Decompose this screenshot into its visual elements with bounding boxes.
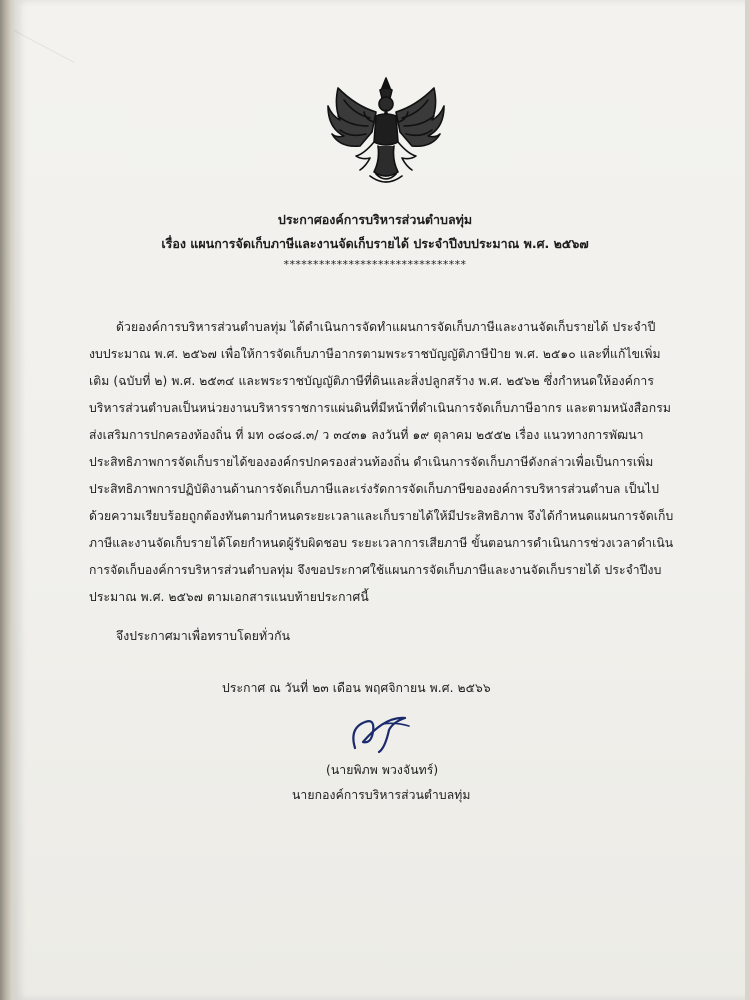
body-line: ประมาณ พ.ศ. ๒๕๖๗ ตามเอกสารแนบท้ายประกาศนี้ — [89, 590, 369, 604]
paper-fold — [14, 0, 74, 63]
garuda-emblem-icon — [326, 76, 446, 184]
signature-icon — [345, 708, 417, 758]
body-line: ส่งเสริมการปกครองท้องถิ่น ที่ มท ๐๘๐๘.๓/ ว ๓๔๓๑ ลงวันที่ ๑๙ ตุลาคม ๒๕๕๒ เรื่อง แนวทางการพัฒนา — [89, 428, 644, 442]
announcement-title: ประกาศองค์การบริหารส่วนตำบลทุ่ม — [277, 212, 473, 227]
body-line: ภาษีและงานจัดเก็บรายได้โดยกำหนดผู้รับผิดชอบ ระยะเวลาการเสียภาษี ขั้นตอนการดำเนินการช่วงเวลาดำเนิน — [89, 536, 674, 550]
body-line: ประสิทธิภาพการปฏิบัติงานด้านการจัดเก็บภาษีและเร่งรัดการจัดเก็บภาษีขององค์การบริหารส่วนตำบล เป็นไป — [89, 482, 660, 496]
body-line: ด้วยองค์การบริหารส่วนตำบลทุ่ม ได้ดำเนินการจัดทำแผนการจัดเก็บภาษีและงานจัดเก็บรายได้ ประจำปี — [116, 320, 656, 334]
date-line: ประกาศ ณ วันที่ ๒๓ เดือน พฤศจิกายน พ.ศ. ๒๕๖๖ — [222, 681, 491, 695]
signer-name: (นายพิภพ พวงจันทร์) — [326, 763, 439, 777]
body-line: ประสิทธิภาพการจัดเก็บรายได้ขององค์กรปกครองส่วนท้องถิ่น ดำเนินการจัดเก็บภาษีดังกล่าวเพื่อเป็นการเพิ่ม — [89, 455, 654, 469]
body-line: ด้วยความเรียบร้อยถูกต้องทันตามกำหนดระยะเวลาและเก็บรายได้ให้มีประสิทธิภาพ จึงได้กำหนดแผนการจัดเก็บ — [89, 509, 674, 523]
body-line: การจัดเก็บองค์การบริหารส่วนตำบลทุ่ม จึงขอประกาศใช้แผนการจัดเก็บภาษีและงานจัดเก็บรายได้ ประจำปีงบ — [89, 563, 662, 577]
body-line: งบประมาณ พ.ศ. ๒๕๖๗ เพื่อให้การจัดเก็บภาษีอากรตามพระราชบัญญัติภาษีป้าย พ.ศ. ๒๕๑๐ และที่แก้ไขเพิ่ม — [89, 347, 661, 361]
body-line: เติม (ฉบับที่ ๒) พ.ศ. ๒๕๓๔ และพระราชบัญญัติภาษีที่ดินและสิ่งปลูกสร้าง พ.ศ. ๒๕๖๒ ซึ่งกำหนดให้องค์การ — [89, 374, 655, 388]
body-line: บริหารส่วนตำบลเป็นหน่วยงานบริหารราชการแผ่นดินที่มีหน้าที่ดำเนินการจัดเก็บภาษีอากร และตามหนังสือกรม — [89, 401, 671, 415]
signer-position: นายกองค์การบริหารส่วนตำบลทุ่ม — [292, 788, 471, 802]
closing-line: จึงประกาศมาเพื่อทราบโดยทั่วกัน — [116, 629, 291, 643]
title-separator: ******************************* — [283, 258, 467, 271]
announcement-subject: เรื่อง แผนการจัดเก็บภาษีและงานจัดเก็บรายได้ ประจำปีงบประมาณ พ.ศ. ๒๕๖๗ — [161, 236, 589, 251]
